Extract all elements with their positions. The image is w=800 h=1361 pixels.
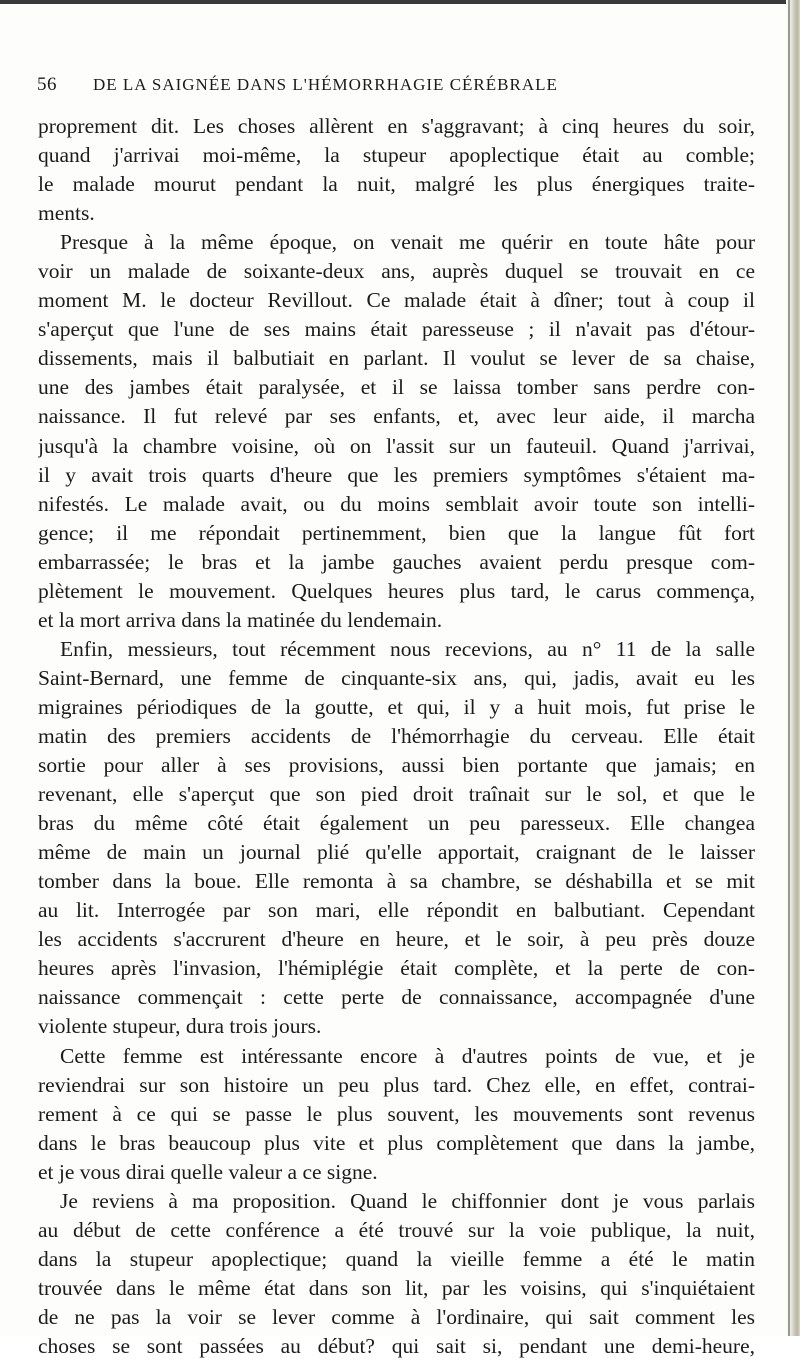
- running-title: DE LA SAIGNÉE DANS L'HÉMORRHAGIE CÉRÉBRALE: [93, 75, 558, 94]
- text-line: jusqu'à la chambre voisine, où on l'assit sur un fauteuil. Quand j'arrivai,: [38, 433, 755, 458]
- text-line: dissements, mais il balbutiait en parlant. Il voulut se lever de sa chaise,: [38, 346, 755, 371]
- text-line: moment M. le docteur Revillout. Ce malade était à dîner; tout à coup il: [38, 288, 755, 313]
- text-line: voir un malade de soixante-deux ans, auprès duquel se trouvait en ce: [38, 259, 755, 284]
- text-line: naissance. Il fut relevé par ses enfants, et, avec leur aide, il marcha: [38, 404, 755, 429]
- text-line: revenant, elle s'aperçut que son pied droit traînait sur le sol, et que le: [38, 782, 755, 807]
- text-line: même de main un journal plié qu'elle apportait, craignant de le laisser: [38, 840, 755, 865]
- text-line: Saint-Bernard, une femme de cinquante-six ans, qui, jadis, avait eu les: [38, 665, 755, 690]
- text-line: reviendrai sur son histoire un peu plus tard. Chez elle, en effet, contrai-: [38, 1072, 755, 1097]
- text-line: choses se sont passées au début? qui sait si, pendant une demi-heure,: [38, 1333, 755, 1358]
- text-line: Presque à la même époque, on venait me quérir en toute hâte pour: [60, 230, 755, 255]
- text-line: matin des premiers accidents de l'hémorrhagie du cerveau. Elle était: [38, 723, 755, 748]
- text-line: bras du même côté était également un peu paresseux. Elle changea: [38, 811, 755, 836]
- text-line: Cette femme est intéressante encore à d'autres points de vue, et je: [60, 1043, 755, 1068]
- text-line: et la mort arriva dans la matinée du lendemain.: [38, 607, 443, 632]
- text-line: nifestés. Le malade avait, ou du moins semblait avoir toute son intelli-: [38, 491, 755, 516]
- text-line: Je reviens à ma proposition. Quand le chiffonnier dont je vous parlais: [60, 1188, 755, 1213]
- text-line: trouvée dans le même état dans son lit, par les voisins, qui s'inquiétaient: [38, 1275, 755, 1300]
- page-edge-line: [788, 0, 790, 1336]
- text-line: au lit. Interrogée par son mari, elle répondit en balbutiant. Cependant: [38, 898, 755, 923]
- text-line: rement à ce qui se passe le plus souvent, les mouvements sont revenus: [38, 1101, 755, 1126]
- text-line: et je vous dirai quelle valeur a ce signe.: [38, 1159, 378, 1184]
- text-line: heures après l'invasion, l'hémiplégie était complète, et la perte de con-: [38, 956, 755, 981]
- text-line: le malade mourut pendant la nuit, malgré les plus énergiques traite-: [38, 172, 755, 197]
- text-line: les accidents s'accrurent d'heure en heure, et le soir, à peu près douze: [38, 927, 755, 952]
- text-line: Enfin, messieurs, tout récemment nous recevions, au n° 11 de la salle: [60, 636, 755, 661]
- top-edge-rule: [0, 0, 790, 4]
- text-line: violente stupeur, dura trois jours.: [38, 1014, 322, 1039]
- text-line: quand j'arrivai moi-même, la stupeur apoplectique était au comble;: [38, 143, 755, 168]
- text-line: plètement le mouvement. Quelques heures plus tard, le carus commença,: [38, 578, 755, 603]
- text-line: ments.: [38, 201, 95, 226]
- text-line: dans la stupeur apoplectique; quand la vieille femme a été le matin: [38, 1246, 755, 1271]
- text-line: de ne pas la voir se lever comme à l'ordinaire, qui sait comment les: [38, 1304, 755, 1329]
- text-line: gence; il me répondait pertinemment, bien que la langue fût fort: [38, 520, 755, 545]
- text-line: tomber dans la boue. Elle remonta à sa chambre, se déshabilla et se mit: [38, 869, 755, 894]
- text-line: proprement dit. Les choses allèrent en s'aggravant; à cinq heures du soir,: [38, 114, 755, 138]
- running-head: [37, 74, 757, 100]
- text-line: naissance commençait : cette perte de connaissance, accompagnée d'une: [38, 985, 755, 1010]
- text-line: migraines périodiques de la goutte, et qui, il y a huit mois, fut prise le: [38, 694, 755, 719]
- body-text: [38, 112, 755, 1361]
- text-line: une des jambes était paralysée, et il se laissa tomber sans perdre con-: [38, 375, 755, 400]
- text-line: sortie pour aller à ses provisions, aussi bien portante que jamais; en: [38, 753, 755, 778]
- text-line: il y avait trois quarts d'heure que les premiers symptômes s'étaient ma-: [38, 462, 755, 487]
- text-line: dans le bras beaucoup plus vite et plus complètement que dans la jambe,: [38, 1130, 755, 1155]
- text-line: au début de cette conférence a été trouvé sur la voie publique, la nuit,: [38, 1217, 755, 1242]
- text-line: s'aperçut que l'une de ses mains était paresseuse ; il n'avait pas d'étour-: [38, 317, 755, 342]
- page-number: 56: [37, 74, 57, 95]
- text-line: embarrassée; le bras et la jambe gauches avaient perdu presque com-: [38, 549, 755, 574]
